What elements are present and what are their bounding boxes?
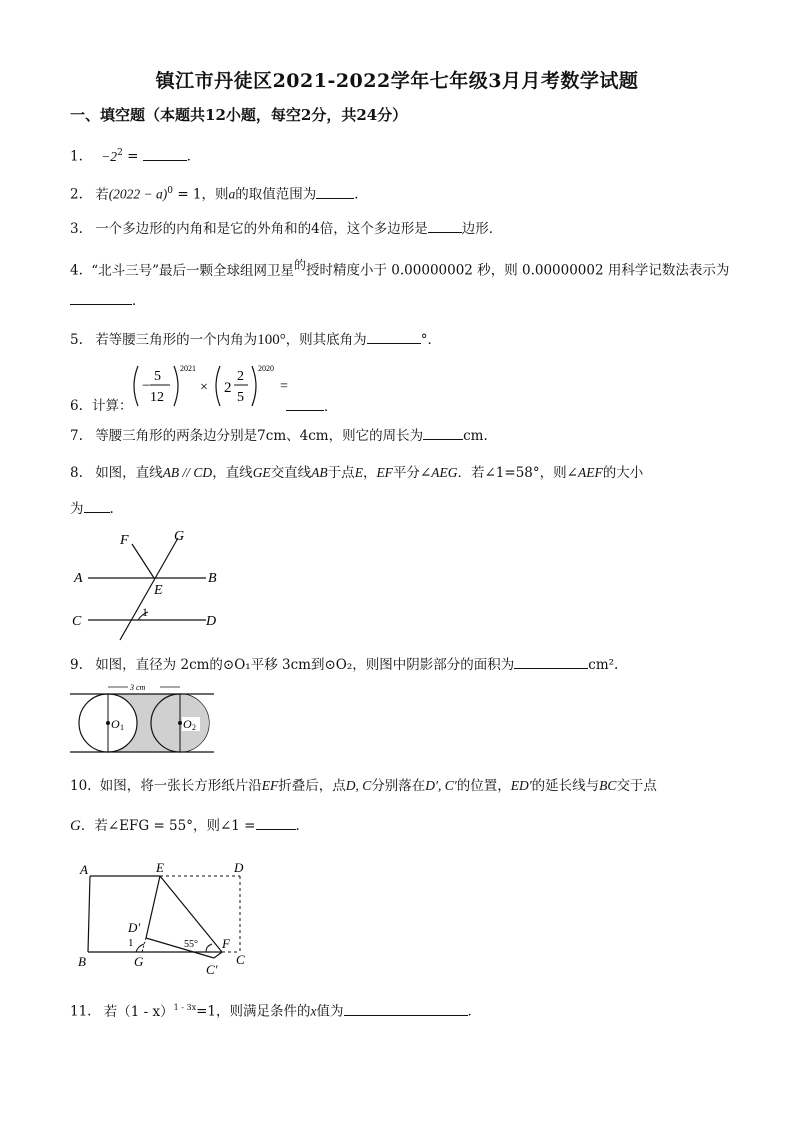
math-expr: D′, C′ (425, 778, 457, 793)
label-G: G (174, 529, 185, 544)
q-number: 4. (70, 262, 83, 279)
frac-numerator: 5 (154, 369, 161, 384)
q-text: 如图，直径为 2cm的⊙O₁平移 3cm到⊙O₂，则图中阴影部分的面积为 (95, 657, 515, 673)
q-text: cm². (588, 657, 619, 673)
exponent: 2020 (258, 364, 274, 373)
q-number: 9. (70, 657, 83, 673)
q-text: 交直线 (270, 465, 312, 481)
math-expr: G (70, 818, 81, 834)
question-8 (70, 463, 643, 483)
label-E: E (156, 860, 164, 875)
math-var: x (310, 1003, 317, 1019)
q-number: 8. (70, 465, 83, 481)
math-expr: ∠AEG (419, 465, 458, 480)
label-A: A (80, 862, 88, 877)
q-text: °． (420, 332, 441, 348)
question-10 (70, 776, 657, 796)
exponent: 2021 (180, 364, 196, 373)
label-F: F (120, 533, 129, 548)
svg-text:=: = (280, 379, 288, 394)
answer-blank[interactable] (316, 184, 354, 199)
answer-blank[interactable] (84, 498, 110, 513)
math-expr: EF (261, 778, 279, 793)
q-text: 计算： (92, 398, 133, 414)
label-B: B (208, 571, 217, 586)
math-expr: AB (311, 465, 328, 480)
label-O2-sub: 2 (192, 723, 196, 732)
q-number: 2. (70, 186, 83, 203)
math-expr: 100° (257, 332, 286, 348)
label-B: B (78, 954, 86, 969)
question-4-line2: ． (70, 290, 146, 311)
label-angle-1: 1 (142, 605, 148, 619)
label-C-prime: C′ (206, 962, 218, 977)
math-expr: (2022 − a) (108, 186, 168, 202)
q-text: 平分 (392, 465, 420, 481)
label-D-prime: D′ (128, 920, 141, 935)
answer-blank[interactable] (514, 654, 588, 669)
q-text: 交于点 (616, 778, 657, 794)
q-number: 11. (70, 1003, 92, 1020)
question-5 (70, 329, 441, 350)
label-D: D (234, 860, 244, 875)
math-expr: BC (599, 778, 617, 793)
q-text: 若 (95, 186, 109, 203)
frac-denominator: 12 (150, 390, 164, 405)
q10-figure (72, 852, 262, 982)
question-4 (70, 255, 729, 281)
question-3 (70, 218, 502, 239)
exponent: 1 - 3x (173, 1003, 197, 1012)
q-text: 如图，直线 (95, 465, 163, 481)
math-expr: E (354, 465, 363, 480)
q-text: 边形． (461, 221, 503, 237)
question-2: 2. 若$(2022 - a)^0 = 1$，则a的取值范围为 ． (70, 181, 368, 205)
svg-text:×: × (200, 380, 208, 395)
label-A: A (74, 571, 83, 586)
question-9 (70, 654, 618, 675)
label-G: G (134, 954, 144, 969)
q6-answer: ． (286, 396, 338, 417)
math-expr: AB // CD (162, 465, 213, 480)
question-7 (70, 425, 488, 446)
label-C: C (236, 952, 245, 967)
label-O1: O (111, 717, 120, 731)
q-text: 授时精度小于 0.00000002 秒，则 0.00000002 用科学记数法表示为 (306, 262, 730, 279)
q-text: ，直线 (212, 465, 253, 481)
q-number: 3. (70, 221, 83, 237)
q-text: =1，则满足条件的 (196, 1003, 311, 1020)
answer-blank[interactable] (423, 425, 463, 440)
answer-blank[interactable] (143, 146, 187, 161)
question-8-line2: 为 . (70, 498, 114, 519)
answer-blank[interactable] (286, 396, 324, 411)
math-expr: D, C (345, 778, 372, 793)
q-text: ．若∠EFG = 55°，则∠1 = (80, 818, 256, 834)
answer-blank[interactable] (428, 218, 462, 233)
q-number: 5. (70, 332, 83, 348)
q-number: 10. (70, 778, 92, 794)
q-text: 的位置， (456, 778, 511, 794)
label-E: E (154, 583, 163, 598)
math-var: a (228, 186, 236, 202)
q-number: 1. (70, 148, 83, 165)
question-1: 1. $-2^2$ = ． (70, 143, 200, 167)
q-text: ．若∠1=58°，则 (457, 465, 567, 481)
equals: = 1 (177, 186, 202, 203)
q-text: 为 (70, 501, 84, 517)
question-10-line2: G．若∠EFG = 55°，则∠1 = ． (70, 815, 309, 836)
math-expr: ∠AEF (566, 465, 603, 480)
frac-numerator: 2 (237, 369, 244, 384)
q-text: “北斗三号”最后一颗全球组网卫星 (91, 262, 294, 279)
q-text: 等腰三角形的两条边分别是7cm、4cm，则它的周长为 (95, 428, 424, 444)
q9-figure (70, 680, 220, 756)
question-11: 11. 若（1 - x）$^{1 - 3x}$=1，则满足条件的x值为 ． (70, 998, 481, 1022)
label-O1-sub: 1 (120, 723, 124, 732)
q-text: 的 (294, 258, 307, 272)
exponent: 2 (117, 148, 123, 158)
q-text: 于点 (327, 465, 355, 481)
answer-blank[interactable] (256, 815, 296, 830)
answer-blank[interactable] (344, 1001, 468, 1016)
q-text: 若（1 - x） (103, 1003, 174, 1020)
label-D: D (206, 614, 217, 629)
section-heading: 一、填空题（本题共12小题，每空2分，共24分） (70, 106, 408, 124)
answer-blank[interactable] (70, 290, 132, 305)
q-text: ，则 (201, 186, 229, 203)
label-distance: 3 cm (130, 683, 146, 692)
page-title: 镇江市丹徒区2021-2022学年七年级3月月考数学试题 (155, 70, 639, 92)
q-text: 若等腰三角形的一个内角为 (95, 332, 258, 348)
q-text: 分别落在 (371, 778, 426, 794)
answer-blank[interactable] (367, 329, 421, 344)
q-text: 的大小 (602, 465, 644, 481)
q-text: 的延长线与 (531, 778, 600, 794)
q-text: 折叠后，点 (278, 778, 346, 794)
label-F: F (222, 936, 230, 951)
q-text: 一个多边形的内角和是它的外角和的4倍，这个多边形是 (95, 221, 428, 237)
q-text: cm. (463, 428, 488, 444)
math-expr: ED′ (510, 778, 532, 793)
q-text: 值为 (316, 1003, 344, 1020)
math-expr: EF (376, 465, 393, 480)
svg-text:−: − (142, 378, 151, 394)
q-number: 7. (70, 428, 83, 444)
math-expr: −2 (101, 148, 118, 164)
q8-figure (70, 524, 230, 644)
label-angle-55: 55° (184, 939, 198, 950)
q-text: 的取值范围为 (235, 186, 317, 203)
label-angle-1: 1 (128, 937, 134, 949)
q-text: ，则其底角为 (285, 332, 367, 348)
q-number: 6. (70, 398, 83, 414)
q-text: 如图，将一张长方形纸片沿 (99, 778, 262, 794)
math-expr: GE (252, 465, 271, 480)
mixed-int: 2 (224, 380, 232, 396)
exponent: 0 (167, 186, 174, 196)
label-O2: O (183, 717, 192, 731)
q-text: ， (362, 465, 377, 481)
equals: = (127, 148, 139, 165)
label-C: C (72, 614, 82, 629)
frac-denominator: 5 (237, 390, 244, 405)
